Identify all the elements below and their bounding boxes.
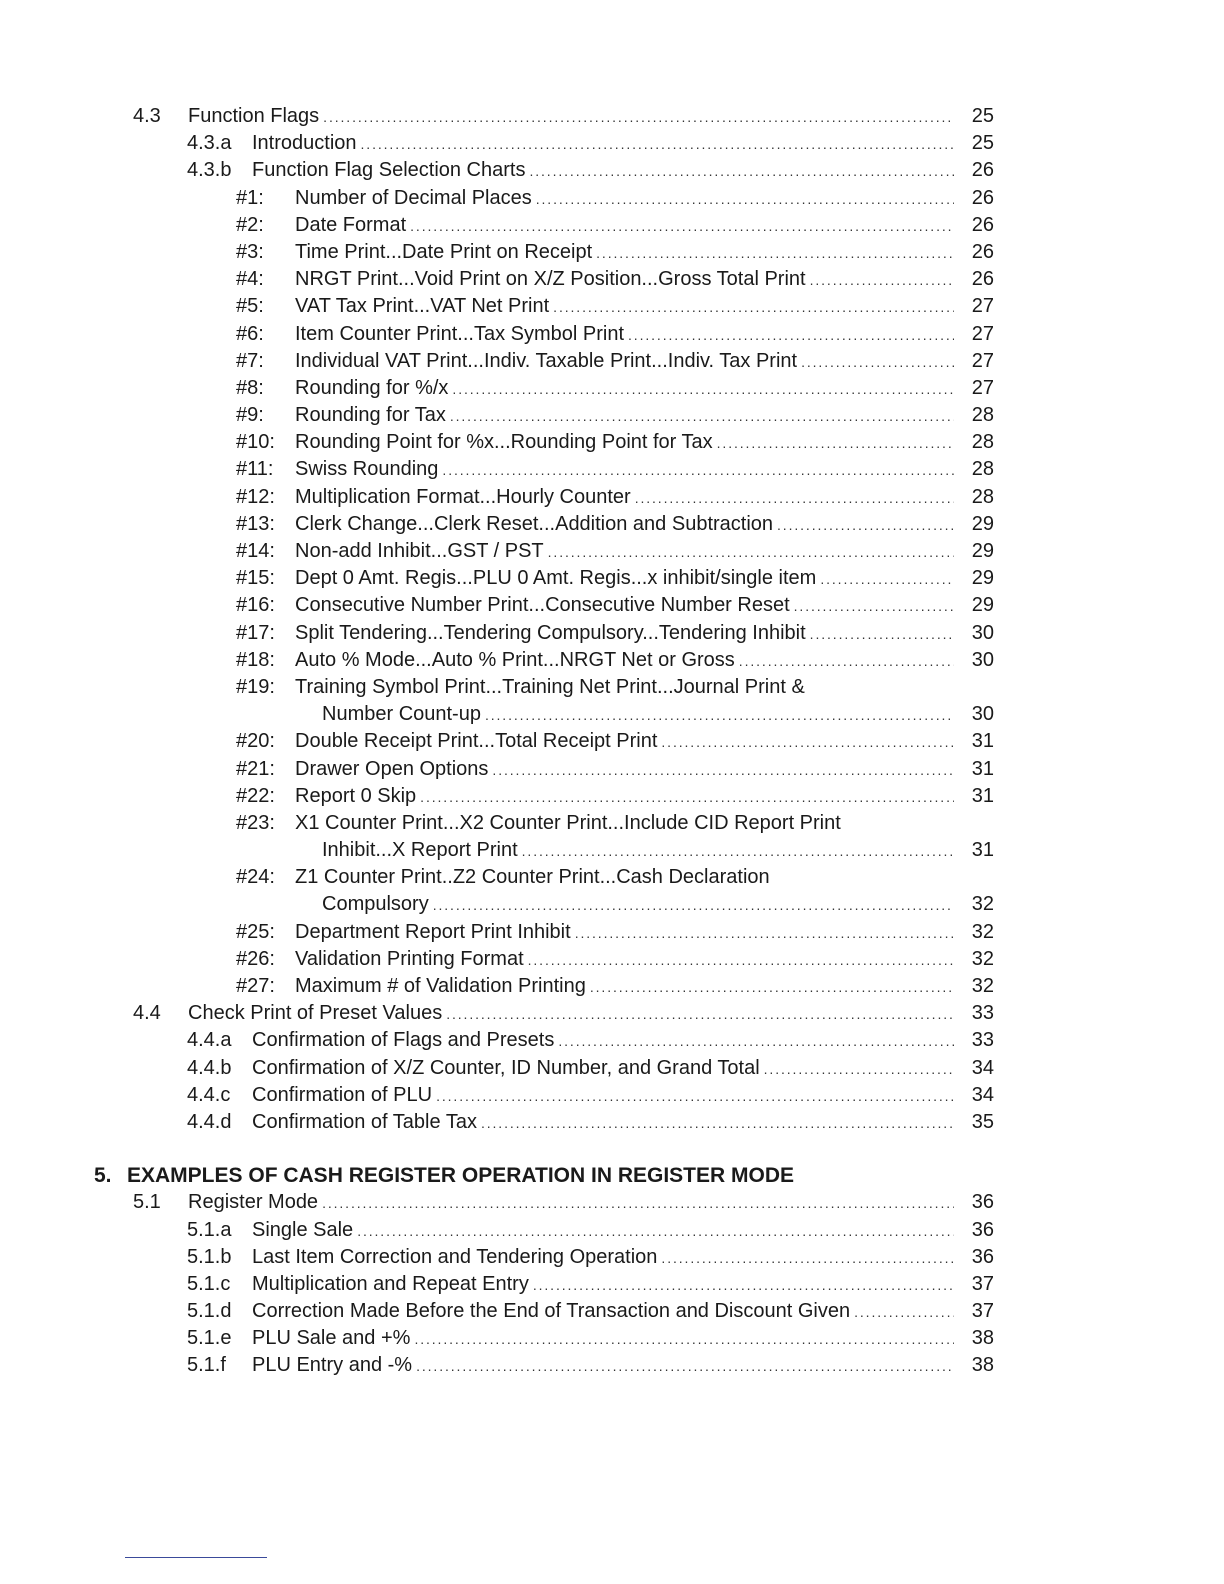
entry-line	[322, 701, 994, 729]
page-number: 38	[971, 1354, 994, 1377]
page-number: 31	[971, 757, 994, 780]
dot-leader	[548, 539, 954, 566]
entry-title: Last Item Correction and Tendering Operation	[252, 1245, 658, 1268]
dot-leader	[794, 593, 954, 620]
entry-title: Training Symbol Print...Training Net Print...Journal Print &	[295, 675, 805, 698]
entry-number: #6:	[236, 322, 264, 345]
entry-title: Maximum # of Validation Printing	[295, 975, 586, 997]
entry-title: Confirmation of Table Tax	[252, 1110, 477, 1133]
entry-title: Swiss Rounding	[295, 458, 439, 481]
page-number: 35	[971, 1110, 994, 1133]
entry-number: 4.4.a	[187, 1029, 232, 1052]
entry-title: Non-add Inhibit...GST / PST	[295, 540, 544, 562]
page-number: 36	[971, 1218, 994, 1241]
dot-leader	[739, 648, 954, 675]
entry-line	[295, 266, 994, 294]
entry-number: #13:	[236, 512, 275, 535]
page-number: 27	[971, 349, 994, 372]
entry-line	[295, 212, 994, 240]
entry-number: 5.1.f	[187, 1354, 226, 1377]
page-number: 26	[971, 213, 994, 236]
entry-title: NRGT Print...Void Print on X/Z Position...Gross Total Print	[295, 268, 806, 291]
entry-number: #25:	[236, 920, 275, 943]
dot-leader	[481, 1110, 954, 1137]
dot-leader	[485, 702, 954, 729]
toc-entry	[0, 647, 1224, 674]
toc-entry	[0, 239, 1224, 266]
dot-leader	[433, 892, 954, 919]
dot-leader	[820, 566, 954, 593]
dot-leader	[777, 512, 954, 539]
entry-number: #5:	[236, 295, 264, 318]
toc-entry	[0, 592, 1224, 619]
entry-number: #8:	[236, 376, 264, 399]
entry-line	[295, 756, 994, 784]
toc-entry	[0, 429, 1224, 456]
entry-line	[188, 1000, 994, 1028]
entry-line	[295, 484, 994, 512]
page-number: 33	[971, 1029, 994, 1052]
entry-number: 5.1.a	[187, 1218, 232, 1241]
entry-title: Number of Decimal Places	[295, 186, 532, 209]
page-number: 36	[971, 1245, 994, 1268]
page-number: 31	[971, 730, 994, 753]
entry-title: Confirmation of Flags and Presets	[252, 1029, 555, 1052]
page-number: 37	[971, 1300, 994, 1323]
entry-line	[295, 647, 994, 675]
entry-number: 4.3.a	[187, 132, 232, 155]
entry-title: X1 Counter Print...X2 Counter Print...Include CID Report Print	[295, 811, 841, 834]
page-number: 30	[971, 703, 994, 726]
dot-leader	[628, 322, 954, 349]
toc-entry	[0, 484, 1224, 511]
page-number: 29	[971, 512, 994, 535]
spacer	[0, 1136, 1224, 1162]
entry-title: Compulsory	[322, 893, 429, 916]
entry-line	[252, 130, 994, 158]
entry-number: 4.4.c	[187, 1083, 231, 1106]
entry-line	[322, 837, 994, 865]
toc-entry	[0, 783, 1224, 810]
dot-leader	[558, 1028, 954, 1055]
toc-entry	[0, 1352, 1224, 1379]
page-number: 29	[971, 567, 994, 590]
page-number: 32	[971, 893, 994, 916]
entry-line	[295, 810, 845, 837]
entry-number: #18:	[236, 648, 275, 671]
toc-entry	[0, 946, 1224, 973]
entry-number: #19:	[236, 675, 275, 698]
entry-line	[295, 973, 994, 1001]
entry-number: #14:	[236, 540, 275, 562]
entry-number: 5.1.b	[187, 1245, 232, 1268]
entry-number: #27:	[236, 975, 275, 997]
page-number: 25	[971, 105, 994, 127]
dot-leader	[322, 1190, 954, 1217]
entry-number: #15:	[236, 567, 275, 590]
toc-entry	[0, 1217, 1224, 1244]
entry-title: Confirmation of PLU	[252, 1083, 433, 1106]
entry-line	[295, 348, 994, 376]
entry-title: Clerk Change...Clerk Reset...Addition and Subtraction	[295, 512, 774, 535]
dot-leader	[764, 1056, 954, 1083]
dot-leader	[717, 430, 954, 457]
page-number: 26	[971, 159, 994, 182]
toc-entry	[0, 1271, 1224, 1298]
dot-leader	[528, 947, 954, 974]
entry-number: 4.4.d	[187, 1110, 232, 1133]
entry-line	[252, 1217, 994, 1245]
entry-line	[295, 456, 994, 484]
entry-number: #21:	[236, 757, 275, 780]
entry-number: #22:	[236, 784, 275, 807]
page-number: 25	[971, 132, 994, 155]
entry-title: Report 0 Skip	[295, 784, 417, 807]
toc-entry	[0, 1055, 1224, 1082]
toc-entry	[0, 1298, 1224, 1325]
entry-number: #2:	[236, 213, 264, 236]
entry-title: Consecutive Number Print...Consecutive Number Reset	[295, 594, 790, 617]
page-number: 27	[971, 376, 994, 399]
entry-line	[295, 946, 994, 974]
entry-number: #11:	[236, 458, 274, 481]
toc-entry	[0, 321, 1224, 348]
page-number: 29	[971, 594, 994, 617]
entry-title: Auto % Mode...Auto % Print...NRGT Net or Gross	[295, 648, 735, 671]
page-number: 28	[971, 404, 994, 427]
entry-line	[252, 1055, 994, 1083]
toc-entry	[0, 402, 1224, 429]
entry-title: Function Flag Selection Charts	[252, 159, 526, 182]
page-number: 29	[971, 540, 994, 562]
entry-number: 5.1.d	[187, 1300, 232, 1323]
entry-line	[252, 1027, 994, 1055]
entry-line	[252, 1082, 994, 1110]
toc-entry	[0, 891, 1224, 918]
toc-entry	[0, 293, 1224, 320]
page-number: 27	[971, 295, 994, 318]
entry-line	[295, 375, 994, 403]
entry-line	[295, 321, 994, 349]
entry-line	[252, 1244, 994, 1272]
entry-title: PLU Sale and +%	[252, 1327, 411, 1350]
entry-title: Double Receipt Print...Total Receipt Print	[295, 730, 658, 753]
dot-leader	[596, 240, 954, 267]
entry-line	[252, 1325, 994, 1353]
toc-entry	[0, 538, 1224, 565]
entry-number: #23:	[236, 811, 275, 834]
toc-entry	[0, 837, 1224, 864]
chapter-heading	[0, 1162, 1224, 1189]
entry-number: 4.3.b	[187, 159, 232, 182]
entry-line	[295, 511, 994, 539]
entry-line	[295, 674, 809, 701]
toc-entry	[0, 1000, 1224, 1027]
dot-leader	[810, 621, 954, 648]
entry-line	[295, 864, 774, 891]
entry-number: #16:	[236, 594, 275, 617]
toc-entry	[0, 620, 1224, 647]
entry-line	[127, 1162, 798, 1189]
dot-leader	[810, 267, 954, 294]
dot-leader	[533, 1272, 954, 1299]
dot-leader	[323, 104, 954, 131]
entry-number: #10:	[236, 431, 275, 454]
entry-line	[295, 919, 994, 947]
toc-entry	[0, 375, 1224, 402]
toc-entry	[0, 266, 1224, 293]
dot-leader	[436, 1083, 954, 1110]
toc-entry	[0, 810, 1224, 837]
page-number: 26	[971, 240, 994, 263]
page-number: 26	[971, 186, 994, 209]
entry-number: 5.1	[133, 1191, 161, 1214]
entry-line	[295, 538, 994, 566]
entry-title: Department Report Print Inhibit	[295, 920, 571, 943]
entry-number: 5.	[94, 1164, 112, 1188]
dot-leader	[635, 485, 954, 512]
dot-leader	[414, 1326, 954, 1353]
entry-line	[252, 1109, 994, 1137]
dot-leader	[536, 186, 954, 213]
dot-leader	[442, 457, 954, 484]
entry-title: Confirmation of X/Z Counter, ID Number, and Grand Total	[252, 1056, 760, 1079]
entry-title: Split Tendering...Tendering Compulsory...Tendering Inhibit	[295, 621, 806, 644]
page-number: 36	[971, 1191, 994, 1214]
page-number: 30	[971, 648, 994, 671]
page-number: 28	[971, 431, 994, 454]
entry-title: Rounding for %/x	[295, 376, 449, 399]
entry-title: Time Print...Date Print on Receipt	[295, 240, 593, 263]
page-number: 37	[971, 1272, 994, 1295]
dot-leader	[416, 1353, 954, 1380]
page-number: 31	[971, 784, 994, 807]
page-number: 30	[971, 621, 994, 644]
entry-number: #12:	[236, 485, 275, 508]
toc-entry	[0, 756, 1224, 783]
entry-line	[322, 891, 994, 919]
toc-entry	[0, 103, 1224, 130]
entry-number: #24:	[236, 866, 275, 889]
entry-number: 4.4	[133, 1002, 161, 1025]
entry-line	[295, 239, 994, 267]
entry-number: #4:	[236, 268, 264, 291]
entry-line	[252, 1271, 994, 1299]
toc-entry	[0, 1189, 1224, 1216]
page-number: 27	[971, 322, 994, 345]
entry-title: Date Format	[295, 213, 407, 236]
toc-entry	[0, 674, 1224, 701]
page-number: 31	[971, 839, 994, 862]
entry-title: Z1 Counter Print..Z2 Counter Print...Cash Declaration	[295, 866, 770, 889]
entry-line	[295, 592, 994, 620]
dot-leader	[522, 838, 954, 865]
entry-title: VAT Tax Print...VAT Net Print	[295, 295, 550, 318]
toc-entry	[0, 456, 1224, 483]
toc-entry	[0, 919, 1224, 946]
entry-title: Introduction	[252, 132, 357, 155]
entry-number: #26:	[236, 947, 275, 970]
entry-number: #17:	[236, 621, 275, 644]
entry-title: Single Sale	[252, 1218, 354, 1241]
entry-title: Register Mode	[188, 1191, 319, 1214]
entry-title: Check Print of Preset Values	[188, 1002, 443, 1025]
entry-line	[295, 783, 994, 811]
entry-title: Number Count-up	[322, 703, 481, 726]
entry-number: #1:	[236, 186, 264, 209]
toc-entry	[0, 864, 1224, 891]
entry-line	[188, 1189, 994, 1217]
entry-number: 5.1.e	[187, 1327, 232, 1350]
entry-title: Function Flags	[188, 105, 320, 127]
toc-entry	[0, 1244, 1224, 1271]
page-number: 28	[971, 485, 994, 508]
dot-leader	[446, 1001, 954, 1028]
toc-entry	[0, 1325, 1224, 1352]
entry-title: Validation Printing Format	[295, 947, 524, 970]
page-number: 32	[971, 947, 994, 970]
entry-line	[295, 565, 994, 593]
entry-title: Drawer Open Options	[295, 757, 489, 780]
entry-title: PLU Entry and -%	[252, 1354, 413, 1377]
entry-title: Dept 0 Amt. Regis...PLU 0 Amt. Regis...x inhibit/single item	[295, 567, 817, 590]
page-number: 33	[971, 1002, 994, 1025]
dot-leader	[357, 1218, 954, 1245]
entry-title: Correction Made Before the End of Transaction and Discount Given	[252, 1300, 851, 1323]
entry-line	[252, 1352, 994, 1380]
entry-number: #20:	[236, 730, 275, 753]
entry-number: #9:	[236, 404, 264, 427]
entry-title: Inhibit...X Report Print	[322, 839, 518, 862]
entry-line	[252, 1298, 994, 1326]
entry-number: 4.4.b	[187, 1056, 232, 1079]
page-number: 34	[971, 1083, 994, 1106]
entry-title: Rounding Point for %x...Rounding Point for Tax	[295, 431, 713, 454]
dot-leader	[450, 403, 954, 430]
dot-leader	[420, 784, 954, 811]
entry-line	[295, 402, 994, 430]
dot-leader	[529, 158, 954, 185]
entry-number: #7:	[236, 349, 264, 372]
entry-title: Rounding for Tax	[295, 404, 446, 427]
page-number: 26	[971, 268, 994, 291]
toc-entry	[0, 1109, 1224, 1136]
dot-leader	[452, 376, 954, 403]
entry-number: #3:	[236, 240, 264, 263]
entry-title: Multiplication and Repeat Entry	[252, 1272, 529, 1295]
toc-entry	[0, 185, 1224, 212]
dot-leader	[661, 729, 954, 756]
entry-line	[295, 185, 994, 213]
dot-leader	[553, 294, 954, 321]
dot-leader	[410, 213, 954, 240]
entry-line	[295, 728, 994, 756]
entry-line	[295, 620, 994, 648]
toc-entry	[0, 130, 1224, 157]
dot-leader	[575, 920, 954, 947]
toc-entry	[0, 212, 1224, 239]
toc-entry	[0, 973, 1224, 1000]
entry-title: Multiplication Format...Hourly Counter	[295, 485, 631, 508]
toc-entry	[0, 511, 1224, 538]
entry-line	[252, 157, 994, 185]
entry-number: 5.1.c	[187, 1272, 231, 1295]
dot-leader	[661, 1245, 954, 1272]
dot-leader	[590, 974, 954, 1001]
entry-line	[295, 429, 994, 457]
dot-leader	[492, 757, 954, 784]
toc-entry	[0, 1027, 1224, 1054]
page-number: 32	[971, 920, 994, 943]
dot-leader	[361, 131, 954, 158]
entry-title: Individual VAT Print...Indiv. Taxable Print...Indiv. Tax Print	[295, 349, 798, 372]
toc-entry	[0, 348, 1224, 375]
dot-leader	[854, 1299, 954, 1326]
footnote-rule	[125, 1557, 267, 1558]
page-number: 34	[971, 1056, 994, 1079]
entry-number: 4.3	[133, 105, 161, 127]
toc-entry	[0, 157, 1224, 184]
entry-title: EXAMPLES OF CASH REGISTER OPERATION IN REGISTER MODE	[127, 1164, 795, 1188]
entry-line	[295, 293, 994, 321]
toc-entry	[0, 565, 1224, 592]
toc-entry	[0, 728, 1224, 755]
entry-title: Item Counter Print...Tax Symbol Print	[295, 322, 625, 345]
toc-entry	[0, 1082, 1224, 1109]
page-number: 38	[971, 1327, 994, 1350]
table-of-contents	[0, 103, 1224, 1380]
page-number: 32	[971, 975, 994, 997]
entry-line	[188, 103, 994, 131]
page-number: 28	[971, 458, 994, 481]
toc-entry	[0, 701, 1224, 728]
dot-leader	[801, 349, 954, 376]
